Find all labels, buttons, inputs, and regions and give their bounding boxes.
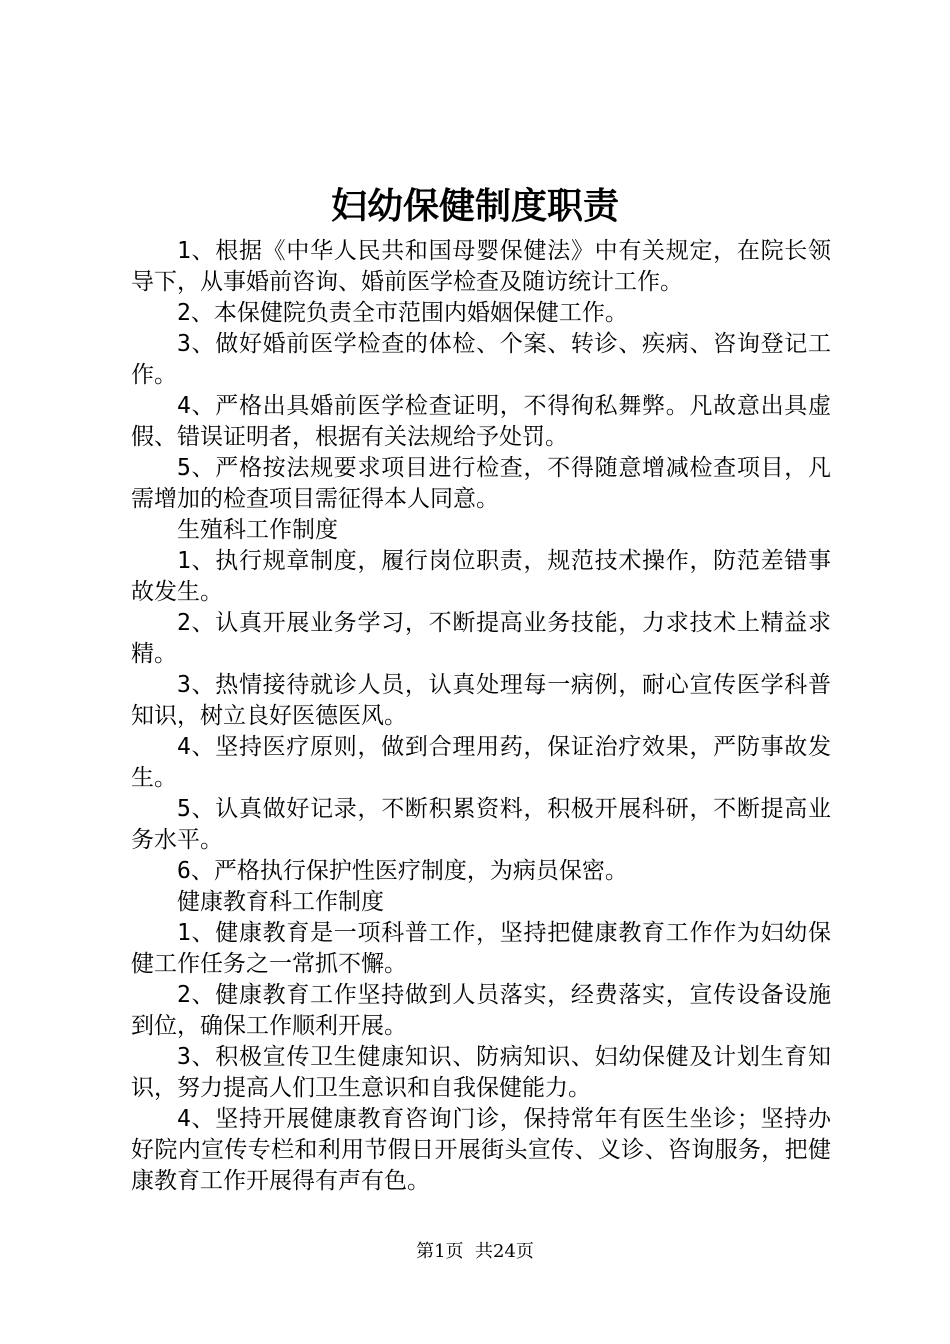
paragraph: 2、健康教育工作坚持做到人员落实，经费落实，宣传设备设施到位，确保工作顺利开展。 [131, 982, 831, 1039]
paragraph: 1、健康教育是一项科普工作，坚持把健康教育工作作为妇幼保健工作任务之一常抓不懈。 [131, 920, 831, 977]
paragraph: 4、坚持开展健康教育咨询门诊，保持常年有医生坐诊；坚持办好院内宣传专栏和利用节假日开展街头宣传、义诊、咨询服务，把健康教育工作开展得有声有色。 [131, 1106, 831, 1194]
paragraph: 5、严格按法规要求项目进行检查，不得随意增减检查项目，凡需增加的检查项目需征得本人同意。 [131, 455, 831, 512]
page-total: 共24页 [475, 1241, 534, 1262]
document-title: 妇幼保健制度职责 [330, 185, 619, 227]
paragraph: 3、热情接待就诊人员，认真处理每一病例，耐心宣传医学科普知识，树立良好医德医风。 [131, 672, 831, 729]
paragraph: 3、做好婚前医学检查的体检、个案、转诊、疾病、咨询登记工作。 [131, 331, 831, 388]
paragraph: 3、积极宣传卫生健康知识、防病知识、妇幼保健及计划生育知识，努力提高人们卫生意识和自我保健能力。 [131, 1044, 831, 1101]
page-number: 第1页 [416, 1241, 464, 1262]
paragraph: 2、本保健院负责全市范围内婚姻保健工作。 [177, 300, 628, 326]
document-body [131, 236, 831, 1197]
paragraph: 1、根据《中华人民共和国母婴保健法》中有关规定，在院长领导下，从事婚前咨询、婚前医学检查及随访统计工作。 [131, 238, 831, 295]
page-footer [0, 1240, 950, 1264]
section-heading-reproductive: 生殖科工作制度 [177, 517, 338, 543]
paragraph: 1、执行规章制度，履行岗位职责，规范技术操作，防范差错事故发生。 [131, 548, 831, 605]
paragraph: 4、严格出具婚前医学检查证明，不得徇私舞弊。凡故意出具虚假、错误证明者，根据有关法规给予处罚。 [131, 393, 831, 450]
section-heading-health-education: 健康教育科工作制度 [177, 889, 384, 915]
paragraph: 4、坚持医疗原则，做到合理用药，保证治疗效果，严防事故发生。 [131, 734, 831, 791]
paragraph: 5、认真做好记录，不断积累资料，积极开展科研，不断提高业务水平。 [131, 796, 831, 853]
paragraph: 2、认真开展业务学习，不断提高业务技能，力求技术上精益求精。 [131, 610, 831, 667]
paragraph: 6、严格执行保护性医疗制度，为病员保密。 [177, 858, 628, 884]
